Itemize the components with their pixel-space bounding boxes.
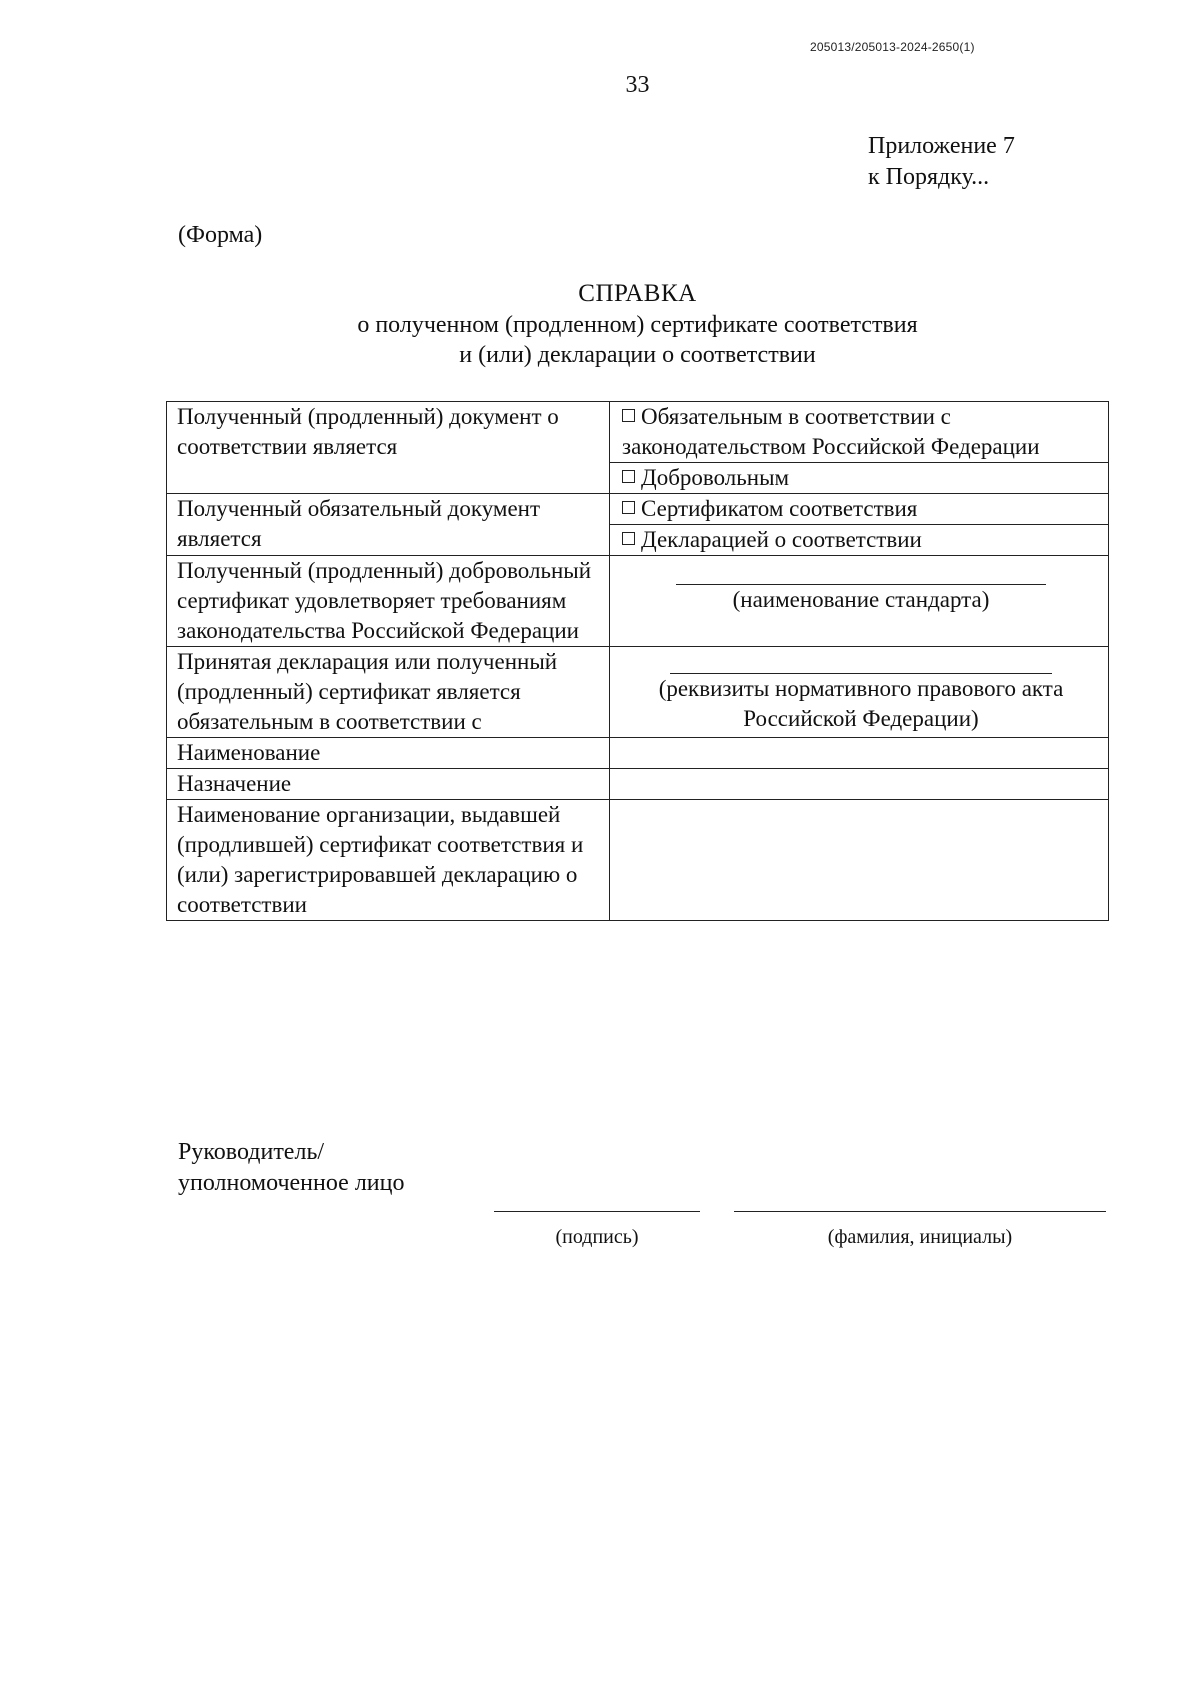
table-row <box>167 738 1109 769</box>
row4-value-cell[interactable] <box>610 647 1109 738</box>
title-main: СПРАВКА <box>578 280 697 307</box>
table-row <box>167 556 1109 647</box>
row1-label: Полученный (продленный) документ о соответствии является <box>167 402 610 494</box>
row1-option-1-text: Обязательным в соответствии с законодательством Российской Федерации <box>622 404 1040 459</box>
checkbox-icon[interactable] <box>622 470 635 483</box>
form-table <box>166 401 1109 921</box>
row5-label: Наименование <box>167 738 610 769</box>
row6-label: Назначение <box>167 769 610 800</box>
table-row <box>167 647 1109 738</box>
row2-label: Полученный обязательный документ является <box>167 494 610 556</box>
checkbox-icon[interactable] <box>622 532 635 545</box>
row6-value-cell[interactable] <box>610 769 1109 800</box>
checkbox-icon[interactable] <box>622 501 635 514</box>
title-line-1: о полученном (продленном) сертификате соответствия <box>357 312 918 338</box>
form-label: (Форма) <box>178 222 263 248</box>
table-row <box>167 800 1109 921</box>
row7-label: Наименование организации, выдавшей (продлившей) сертификат соответствия и (или) зарегистрировавшей декларацию о соответствии <box>167 800 610 921</box>
appendix-line-2: к Порядку... <box>868 164 990 190</box>
row1-option-2[interactable] <box>610 463 1109 494</box>
row2-option-2-text: Декларацией о соответствии <box>641 527 922 552</box>
row3-value-cell[interactable] <box>610 556 1109 647</box>
signatory-role <box>178 1137 404 1199</box>
table-row <box>167 494 1109 525</box>
checkbox-icon[interactable] <box>622 409 635 422</box>
row1-option-2-text: Добровольным <box>641 465 790 490</box>
row3-caption: (наименование стандарта) <box>732 587 990 612</box>
signature-caption: (подпись) <box>555 1226 639 1248</box>
signatory-role-line-1: Руководитель/ <box>178 1139 325 1165</box>
row2-option-1-text: Сертификатом соответствия <box>641 496 918 521</box>
name-caption: (фамилия, инициалы) <box>827 1226 1013 1248</box>
signature-line[interactable] <box>494 1211 700 1212</box>
row2-option-1[interactable] <box>610 494 1109 525</box>
appendix-line-1: Приложение 7 <box>868 133 1015 159</box>
name-line[interactable] <box>734 1211 1106 1212</box>
row2-option-2[interactable] <box>610 525 1109 556</box>
table-row <box>167 769 1109 800</box>
row7-value-cell[interactable] <box>610 800 1109 921</box>
row3-label: Полученный (продленный) добровольный сертификат удовлетворяет требованиям законодательства Российской Федерации <box>167 556 610 647</box>
row4-caption: (реквизиты нормативного правового акта Российской Федерации) <box>658 676 1064 731</box>
row5-value-cell[interactable] <box>610 738 1109 769</box>
row1-option-1[interactable] <box>610 402 1109 463</box>
document-title <box>0 278 1200 370</box>
signatory-role-line-2: уполномоченное лицо <box>178 1170 405 1196</box>
page-number: 33 <box>625 72 650 98</box>
title-line-2: и (или) декларации о соответствии <box>459 342 816 368</box>
table-row <box>167 402 1109 463</box>
row4-label: Принятая декларация или полученный (продленный) сертификат является обязательным в соответствии с <box>167 647 610 738</box>
appendix-reference <box>868 131 1015 193</box>
document-id: 205013/205013-2024-2650(1) <box>810 40 975 54</box>
